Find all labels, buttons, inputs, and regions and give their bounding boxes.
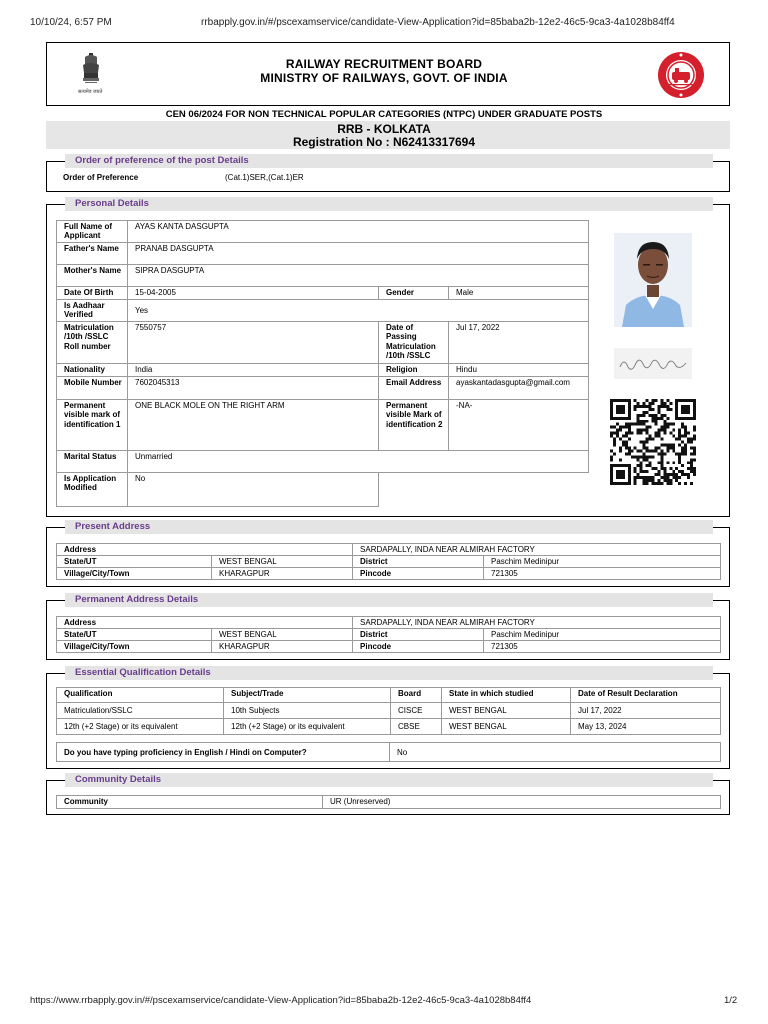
- personal-details-table: [56, 220, 589, 473]
- qualification-section: [46, 667, 730, 769]
- father-name-label: Father's Name: [57, 243, 128, 265]
- page-number: 1/2: [724, 995, 738, 1006]
- preference-value: (Cat.1)SER,(Cat.1)ER: [225, 173, 304, 182]
- aadhaar-label: Is Aadhaar Verified: [57, 300, 128, 322]
- present-pincode-label: Pincode: [353, 568, 484, 580]
- aadhaar-value: Yes: [128, 300, 589, 322]
- mother-name-label: Mother's Name: [57, 265, 128, 287]
- permanent-address-value: SARDAPALLY, INDA NEAR ALMIRAH FACTORY: [353, 617, 721, 629]
- present-district-value: Paschim Medinipur: [484, 556, 721, 568]
- gender-label: Gender: [379, 287, 449, 300]
- board-header: Board: [391, 688, 442, 703]
- state-cell: WEST BENGAL: [442, 719, 571, 735]
- gender-value: Male: [449, 287, 589, 300]
- marital-value: Unmarried: [128, 451, 589, 473]
- qualification-table: [56, 687, 721, 735]
- mobile-label: Mobile Number: [57, 377, 128, 400]
- preference-section: [46, 155, 730, 192]
- print-footer-url: https://www.rrbapply.gov.in/#/pscexamservice/candidate-View-Application?id=85baba2b-12e2-46c5-9ca3-4a1028b84ff4: [30, 995, 532, 1006]
- section-header-bar: [65, 593, 713, 607]
- modified-value: No: [128, 473, 379, 507]
- mobile-value: 7602045313: [128, 377, 379, 400]
- qualification-header: Qualification: [57, 688, 224, 703]
- religion-label: Religion: [379, 364, 449, 377]
- subject-cell: 10th Subjects: [224, 703, 391, 719]
- qualification-cell: Matriculation/SSLC: [57, 703, 224, 719]
- candidate-photo: [614, 233, 692, 327]
- modified-label: Is Application Modified: [57, 473, 128, 507]
- permanent-district-value: Paschim Medinipur: [484, 629, 721, 641]
- permanent-pincode-value: 721305: [484, 641, 721, 653]
- permanent-district-label: District: [353, 629, 484, 641]
- board-title: RAILWAY RECRUITMENT BOARD: [285, 57, 483, 71]
- section-header-bar: [65, 520, 713, 534]
- table-row: [57, 719, 721, 735]
- personal-section-title: Personal Details: [75, 198, 149, 209]
- preference-section-title: Order of preference of the post Details: [75, 155, 249, 166]
- permanent-address-table: [56, 616, 721, 653]
- candidate-signature: [614, 348, 692, 379]
- present-state-label: State/UT: [57, 556, 212, 568]
- typing-value: No: [390, 743, 721, 762]
- present-address-section: [46, 521, 730, 587]
- signature-stroke-icon: [614, 348, 692, 379]
- present-address-value: SARDAPALLY, INDA NEAR ALMIRAH FACTORY: [353, 544, 721, 556]
- emblem-caption: सत्यमेव जयते: [78, 89, 103, 95]
- email-label: Email Address: [379, 377, 449, 400]
- matric-roll-label: Matriculation /10th /SSLC Roll number: [57, 322, 128, 364]
- permanent-address-title: Permanent Address Details: [75, 594, 199, 605]
- present-state-value: WEST BENGAL: [212, 556, 353, 568]
- mark2-value: -NA-: [449, 400, 589, 451]
- nationality-label: Nationality: [57, 364, 128, 377]
- typing-label: Do you have typing proficiency in English / Hindi on Computer?: [57, 743, 390, 762]
- mother-name-value: SIPRA DASGUPTA: [128, 265, 589, 287]
- section-header-bar: [65, 773, 713, 787]
- qualification-title: Essential Qualification Details: [75, 667, 211, 678]
- board-cell: CISCE: [391, 703, 442, 719]
- present-address-title: Present Address: [75, 521, 151, 532]
- nationality-value: India: [128, 364, 379, 377]
- community-table: [56, 795, 721, 809]
- result-date-cell: Jul 17, 2022: [571, 703, 721, 719]
- present-village-value: KHARAGPUR: [212, 568, 353, 580]
- father-name-value: PRANAB DASGUPTA: [128, 243, 589, 265]
- permanent-state-label: State/UT: [57, 629, 212, 641]
- full-name-label: Full Name of Applicant: [57, 221, 128, 243]
- result-date-cell: May 13, 2024: [571, 719, 721, 735]
- permanent-pincode-label: Pincode: [353, 641, 484, 653]
- mark1-label: Permanent visible mark of identification 1: [57, 400, 128, 451]
- permanent-village-label: Village/City/Town: [57, 641, 212, 653]
- result-date-header: Date of Result Declaration: [571, 688, 721, 703]
- section-header-bar: [65, 154, 713, 168]
- marital-label: Marital Status: [57, 451, 128, 473]
- board-cell: CBSE: [391, 719, 442, 735]
- present-address-table: [56, 543, 721, 580]
- community-label: Community: [57, 796, 323, 809]
- present-village-label: Village/City/Town: [57, 568, 212, 580]
- permanent-address-section: [46, 594, 730, 660]
- subject-header: Subject/Trade: [224, 688, 391, 703]
- subject-cell: 12th (+2 Stage) or its equivalent: [224, 719, 391, 735]
- print-url: rrbapply.gov.in/#/pscexamservice/candidate-View-Application?id=85baba2b-12e2-46c5-9ca3-4a1028b84ff4: [201, 17, 675, 28]
- dob-value: 15-04-2005: [128, 287, 379, 300]
- email-value: ayaskantadasgupta@gmail.com: [449, 377, 589, 400]
- preference-label: Order of Preference: [63, 173, 139, 182]
- qualification-cell: 12th (+2 Stage) or its equivalent: [57, 719, 224, 735]
- mark1-value: ONE BLACK MOLE ON THE RIGHT ARM: [128, 400, 379, 451]
- cen-notice-title: CEN 06/2024 FOR NON TECHNICAL POPULAR CATEGORIES (NTPC) UNDER GRADUATE POSTS: [165, 109, 603, 120]
- modified-table: [56, 472, 379, 507]
- full-name-value: AYAS KANTA DASGUPTA: [128, 221, 589, 243]
- matric-roll-value: 7550757: [128, 322, 379, 364]
- dob-label: Date Of Birth: [57, 287, 128, 300]
- qr-code-icon: [609, 399, 697, 485]
- present-pincode-value: 721305: [484, 568, 721, 580]
- state-cell: WEST BENGAL: [442, 703, 571, 719]
- table-row: [57, 703, 721, 719]
- present-district-label: District: [353, 556, 484, 568]
- community-title: Community Details: [75, 774, 162, 785]
- state-header: State in which studied: [442, 688, 571, 703]
- present-address-label: Address: [57, 544, 353, 556]
- section-header-bar: [65, 666, 713, 680]
- ministry-title: MINISTRY OF RAILWAYS, GOVT. OF INDIA: [260, 71, 508, 85]
- community-section: [46, 774, 730, 815]
- typing-table: [56, 742, 721, 762]
- mark2-label: Permanent visible Mark of identification 2: [379, 400, 449, 451]
- matric-date-label: Date of Passing Matriculation /10th /SSLC: [379, 322, 449, 364]
- permanent-state-value: WEST BENGAL: [212, 629, 353, 641]
- print-datetime: 10/10/24, 6:57 PM: [30, 17, 112, 28]
- rrb-name: RRB - KOLKATA: [337, 122, 431, 136]
- religion-value: Hindu: [449, 364, 589, 377]
- registration-number: Registration No : N62413317694: [292, 135, 476, 149]
- section-header-bar: [65, 197, 713, 211]
- matric-date-value: Jul 17, 2022: [449, 322, 589, 364]
- community-value: UR (Unreserved): [323, 796, 721, 809]
- permanent-address-label: Address: [57, 617, 353, 629]
- permanent-village-value: KHARAGPUR: [212, 641, 353, 653]
